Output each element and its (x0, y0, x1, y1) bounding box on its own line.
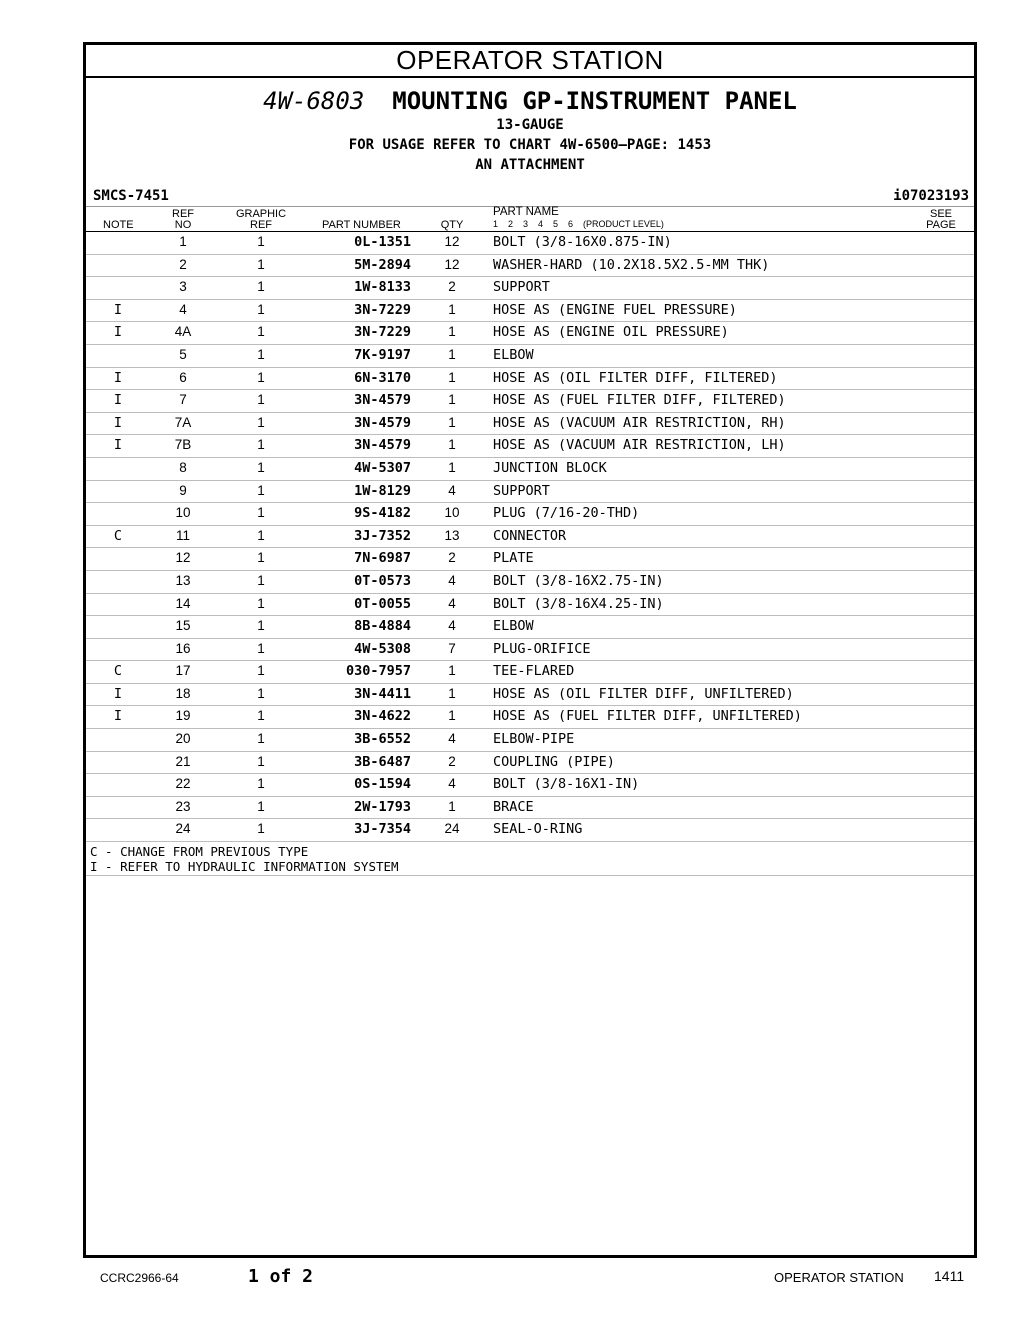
col-note: NOTE (103, 219, 134, 231)
row-ref-no: 18 (175, 685, 191, 701)
row-note: I (113, 392, 123, 409)
row-part-name: SEAL-O-RING (493, 821, 583, 838)
note-change: C - CHANGE FROM PREVIOUS TYPE (90, 844, 309, 860)
row-ref-no: 6 (179, 369, 187, 385)
table-row (86, 345, 974, 368)
row-qty: 13 (444, 527, 460, 543)
col-qty: QTY (440, 219, 464, 231)
row-graphic-ref: 1 (257, 369, 265, 385)
row-qty: 4 (448, 618, 456, 634)
row-part-number: 6N-3170 (354, 369, 411, 386)
page-frame (83, 42, 977, 1258)
row-qty: 24 (444, 821, 460, 837)
row-ref-no: 11 (175, 527, 190, 543)
row-part-name: ELBOW (493, 618, 534, 635)
row-part-name: COUPLING (PIPE) (493, 753, 615, 770)
row-part-name: JUNCTION BLOCK (493, 459, 607, 476)
row-ref-no: 4A (174, 324, 192, 340)
row-qty: 4 (448, 776, 456, 792)
row-part-name: BOLT (3/8-16X0.875-IN) (493, 234, 672, 250)
row-qty: 1 (448, 708, 456, 724)
row-graphic-ref: 1 (257, 731, 265, 747)
note-hydraulic: I - REFER TO HYDRAULIC INFORMATION SYSTEM (90, 859, 399, 875)
row-part-number: 9S-4182 (354, 505, 411, 522)
row-ref-no: 20 (175, 731, 191, 747)
row-qty: 1 (448, 685, 456, 701)
row-ref-no: 21 (175, 753, 191, 769)
row-graphic-ref: 1 (257, 776, 265, 792)
col-part-number: PART NUMBER (322, 219, 401, 231)
table-row (86, 684, 974, 707)
table-row (86, 481, 974, 504)
row-qty: 4 (448, 572, 456, 588)
row-ref-no: 9 (179, 482, 187, 498)
row-note: I (113, 414, 123, 431)
row-part-name: HOSE AS (OIL FILTER DIFF, UNFILTERED) (493, 685, 794, 702)
table-row (86, 368, 974, 391)
notes-legend (86, 842, 974, 876)
row-part-number: 3B-6552 (354, 731, 411, 748)
row-qty: 2 (448, 279, 456, 295)
group-header (86, 87, 974, 175)
row-qty: 4 (448, 731, 456, 747)
table-row (86, 255, 974, 278)
table-row (86, 322, 974, 345)
table-row (86, 232, 974, 255)
row-note: I (113, 708, 123, 725)
row-part-name: PLATE (493, 550, 534, 567)
usage-reference: FOR USAGE REFER TO CHART 4W-6500—PAGE: 1453 (348, 137, 712, 153)
row-part-number: 3N-7229 (354, 301, 411, 318)
group-title (86, 87, 974, 115)
row-part-number: 0T-0573 (354, 572, 411, 589)
row-part-number: 1W-8129 (354, 482, 411, 499)
row-ref-no: 24 (175, 821, 191, 837)
row-ref-no: 8 (179, 459, 187, 475)
col-product-level: 1 2 3 4 5 6 (PRODUCT LEVEL) (493, 219, 664, 229)
row-part-number: 4W-5308 (354, 640, 411, 657)
row-part-number: 5M-2894 (354, 256, 411, 273)
row-ref-no: 19 (175, 708, 191, 724)
row-note: I (113, 437, 123, 454)
row-note: I (113, 301, 123, 318)
row-note: C (113, 527, 123, 544)
row-ref-no: 7 (179, 392, 187, 408)
parts-table (86, 232, 974, 842)
row-note: I (113, 685, 123, 702)
row-graphic-ref: 1 (257, 753, 265, 769)
row-graphic-ref: 1 (257, 821, 265, 837)
row-part-number: 1W-8133 (354, 279, 411, 296)
table-row (86, 616, 974, 639)
row-part-name: PLUG (7/16-20-THD) (493, 505, 640, 522)
row-ref-no: 2 (179, 256, 187, 272)
row-part-number: 3B-6487 (354, 753, 411, 770)
smcs-bar (86, 184, 974, 207)
row-part-name: SUPPORT (493, 482, 550, 499)
table-row (86, 458, 974, 481)
row-ref-no: 7A (174, 414, 192, 430)
row-ref-no: 14 (175, 595, 191, 611)
row-graphic-ref: 1 (257, 708, 265, 724)
row-part-name: HOSE AS (VACUUM AIR RESTRICTION, RH) (493, 414, 786, 431)
table-row (86, 435, 974, 458)
row-ref-no: 16 (175, 640, 191, 656)
col-ref-bottom: NO (174, 219, 192, 231)
table-row (86, 390, 974, 413)
row-graphic-ref: 1 (257, 256, 265, 272)
row-graphic-ref: 1 (257, 392, 265, 408)
table-row (86, 571, 974, 594)
row-note: C (113, 663, 123, 680)
row-part-number: 3J-7352 (354, 527, 411, 544)
row-ref-no: 12 (175, 550, 191, 566)
footer-section: OPERATOR STATION (774, 1270, 904, 1285)
attachment-label: AN ATTACHMENT (475, 157, 585, 173)
col-ref-top: REF (172, 208, 194, 220)
row-qty: 2 (448, 753, 456, 769)
row-note: I (113, 324, 123, 341)
row-qty: 2 (448, 550, 456, 566)
row-qty: 1 (448, 437, 456, 453)
row-part-name: BOLT (3/8-16X2.75-IN) (493, 572, 664, 589)
row-ref-no: 5 (179, 346, 187, 362)
row-qty: 1 (448, 324, 456, 340)
table-row (86, 548, 974, 571)
row-part-name: PLUG-ORIFICE (493, 640, 591, 657)
table-row (86, 300, 974, 323)
row-qty: 10 (444, 505, 460, 521)
row-qty: 12 (444, 256, 460, 272)
row-part-name: ELBOW-PIPE (493, 731, 575, 748)
row-graphic-ref: 1 (257, 640, 265, 656)
row-graphic-ref: 1 (257, 595, 265, 611)
row-note: I (113, 369, 123, 386)
row-graphic-ref: 1 (257, 618, 265, 634)
row-graphic-ref: 1 (257, 324, 265, 340)
row-part-name: BOLT (3/8-16X1-IN) (493, 776, 640, 793)
row-ref-no: 1 (179, 234, 187, 249)
row-part-number: 7K-9197 (354, 346, 411, 363)
row-part-number: 3N-4411 (354, 685, 411, 702)
row-part-name: WASHER-HARD (10.2X18.5X2.5-MM THK) (493, 256, 770, 273)
row-ref-no: 7B (174, 437, 192, 453)
table-row (86, 503, 974, 526)
row-graphic-ref: 1 (257, 572, 265, 588)
col-graphic-top: GRAPHIC (235, 208, 287, 220)
row-part-number: 3N-4579 (354, 392, 411, 409)
section-title: OPERATOR STATION (86, 45, 974, 78)
row-ref-no: 17 (175, 663, 191, 679)
row-ref-no: 3 (179, 279, 187, 295)
column-header (86, 207, 974, 232)
row-ref-no: 4 (179, 301, 187, 317)
row-part-name: CONNECTOR (493, 527, 567, 544)
page-of: 1 of 2 (248, 1266, 314, 1287)
table-row (86, 774, 974, 797)
table-row (86, 526, 974, 549)
row-part-number: 0L-1351 (354, 234, 411, 250)
table-row (86, 752, 974, 775)
row-part-number: 8B-4884 (354, 618, 411, 635)
row-ref-no: 23 (175, 798, 191, 814)
row-part-name: HOSE AS (OIL FILTER DIFF, FILTERED) (493, 369, 778, 386)
row-part-number: 3N-4622 (354, 708, 411, 725)
col-see-top: SEE (929, 208, 952, 220)
row-part-number: 3N-7229 (354, 324, 411, 341)
row-part-name: HOSE AS (ENGINE FUEL PRESSURE) (493, 301, 737, 318)
row-part-name: ELBOW (493, 346, 534, 363)
table-row (86, 819, 974, 842)
row-part-name: BOLT (3/8-16X4.25-IN) (493, 595, 664, 612)
table-row (86, 729, 974, 752)
row-qty: 1 (448, 414, 456, 430)
row-part-number: 0S-1594 (354, 776, 411, 793)
row-qty: 1 (448, 369, 456, 385)
row-qty: 12 (444, 234, 460, 249)
row-part-name: HOSE AS (ENGINE OIL PRESSURE) (493, 324, 729, 341)
doc-code: CCRC2966-64 (100, 1271, 179, 1285)
row-qty: 1 (448, 459, 456, 475)
smcs-code: SMCS-7451 (93, 188, 169, 204)
row-part-number: 030-7957 (345, 663, 411, 680)
row-qty: 4 (448, 595, 456, 611)
row-graphic-ref: 1 (257, 798, 265, 814)
col-see-bottom: PAGE (926, 219, 956, 231)
table-row (86, 639, 974, 662)
row-part-name: HOSE AS (FUEL FILTER DIFF, UNFILTERED) (493, 708, 802, 725)
row-graphic-ref: 1 (257, 663, 265, 679)
row-part-number: 4W-5307 (354, 459, 411, 476)
row-qty: 1 (448, 798, 456, 814)
row-graphic-ref: 1 (257, 301, 265, 317)
table-row (86, 661, 974, 684)
col-graphic-bottom: REF (250, 219, 272, 231)
row-graphic-ref: 1 (257, 527, 265, 543)
row-part-number: 0T-0055 (354, 595, 411, 612)
group-name: MOUNTING GP-INSTRUMENT PANEL (392, 87, 797, 115)
table-row (86, 797, 974, 820)
row-graphic-ref: 1 (257, 437, 265, 453)
row-part-number: 7N-6987 (354, 550, 411, 567)
row-qty: 1 (448, 392, 456, 408)
row-graphic-ref: 1 (257, 234, 265, 249)
row-part-name: BRACE (493, 798, 534, 815)
row-qty: 4 (448, 482, 456, 498)
row-part-name: TEE-FLARED (493, 663, 575, 680)
row-ref-no: 13 (175, 572, 191, 588)
row-qty: 1 (448, 301, 456, 317)
col-part-name: PART NAME (493, 206, 559, 218)
document-id: i07023193 (893, 188, 969, 204)
row-graphic-ref: 1 (257, 459, 265, 475)
table-row (86, 413, 974, 436)
row-ref-no: 10 (175, 505, 191, 521)
row-qty: 1 (448, 346, 456, 362)
row-ref-no: 22 (175, 776, 191, 792)
row-part-number: 3N-4579 (354, 437, 411, 454)
row-qty: 7 (448, 640, 456, 656)
group-part-number: 4W-6803 (263, 87, 365, 115)
row-graphic-ref: 1 (257, 414, 265, 430)
row-graphic-ref: 1 (257, 279, 265, 295)
row-part-name: SUPPORT (493, 279, 550, 296)
row-graphic-ref: 1 (257, 482, 265, 498)
row-part-name: HOSE AS (VACUUM AIR RESTRICTION, LH) (493, 437, 786, 454)
row-graphic-ref: 1 (257, 550, 265, 566)
page-number: 1411 (934, 1268, 965, 1284)
row-part-number: 3N-4579 (354, 414, 411, 431)
row-graphic-ref: 1 (257, 685, 265, 701)
row-part-number: 2W-1793 (354, 798, 411, 815)
row-graphic-ref: 1 (257, 346, 265, 362)
group-subtitle-gauge: 13-GAUGE (496, 117, 564, 133)
row-graphic-ref: 1 (257, 505, 265, 521)
table-row (86, 706, 974, 729)
row-qty: 1 (448, 663, 456, 679)
table-row (86, 277, 974, 300)
row-part-number: 3J-7354 (354, 821, 411, 838)
row-part-name: HOSE AS (FUEL FILTER DIFF, FILTERED) (493, 392, 786, 409)
table-row (86, 594, 974, 617)
row-ref-no: 15 (175, 618, 191, 634)
